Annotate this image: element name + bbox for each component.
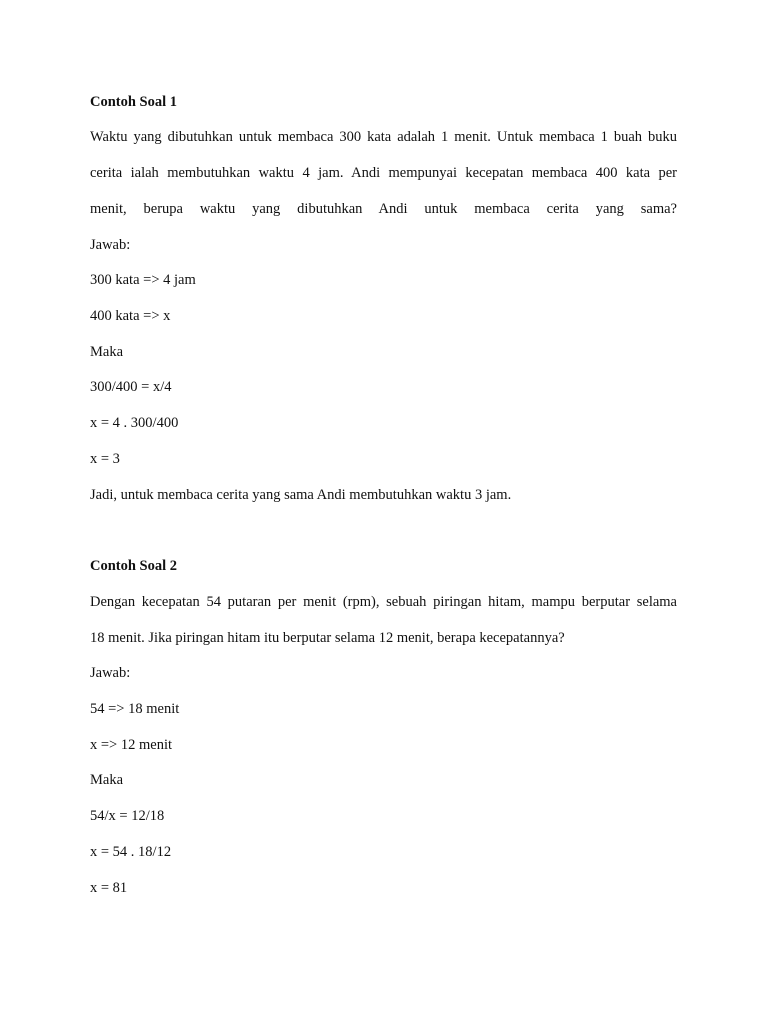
section-1-paragraph-line-2: cerita ialah membutuhkan waktu 4 jam. Andi mempunyai kecepatan membaca 400 kata per	[90, 165, 677, 181]
section-1-step-4: x = 4 . 300/400	[90, 415, 179, 431]
section-2-step-3: 54/x = 12/18	[90, 808, 165, 824]
section-2-heading: Contoh Soal 2	[90, 558, 178, 574]
section-1-step-5: x = 3	[90, 451, 120, 467]
section-1-conclusion: Jadi, untuk membaca cerita yang sama Andi membutuhkan waktu 3 jam.	[90, 487, 512, 503]
section-2-step-4: x = 54 . 18/12	[90, 844, 172, 860]
section-1-maka: Maka	[90, 344, 124, 360]
section-1-step-3: 300/400 = x/4	[90, 379, 172, 395]
section-1-paragraph-line-1: Waktu yang dibutuhkan untuk membaca 300 kata adalah 1 menit. Untuk membaca 1 buah buku	[90, 129, 677, 145]
section-2-step-2: x => 12 menit	[90, 737, 173, 753]
section-1-answer-label: Jawab:	[90, 237, 131, 253]
section-1-paragraph-line-3: menit, berupa waktu yang dibutuhkan Andi untuk membaca cerita yang sama?	[90, 201, 677, 217]
section-1-step-1: 300 kata => 4 jam	[90, 272, 196, 288]
section-1-step-2: 400 kata => x	[90, 308, 171, 324]
section-2-paragraph-line-2: 18 menit. Jika piringan hitam itu berputar selama 12 menit, berapa kecepatannya?	[90, 630, 565, 646]
section-1-heading: Contoh Soal 1	[90, 94, 178, 110]
section-2-step-5: x = 81	[90, 880, 128, 896]
section-2-step-1: 54 => 18 menit	[90, 701, 180, 717]
section-2-paragraph-line-1: Dengan kecepatan 54 putaran per menit (rpm), sebuah piringan hitam, mampu berputar selama	[90, 594, 677, 610]
section-2-maka: Maka	[90, 772, 124, 788]
section-2-answer-label: Jawab:	[90, 665, 131, 681]
